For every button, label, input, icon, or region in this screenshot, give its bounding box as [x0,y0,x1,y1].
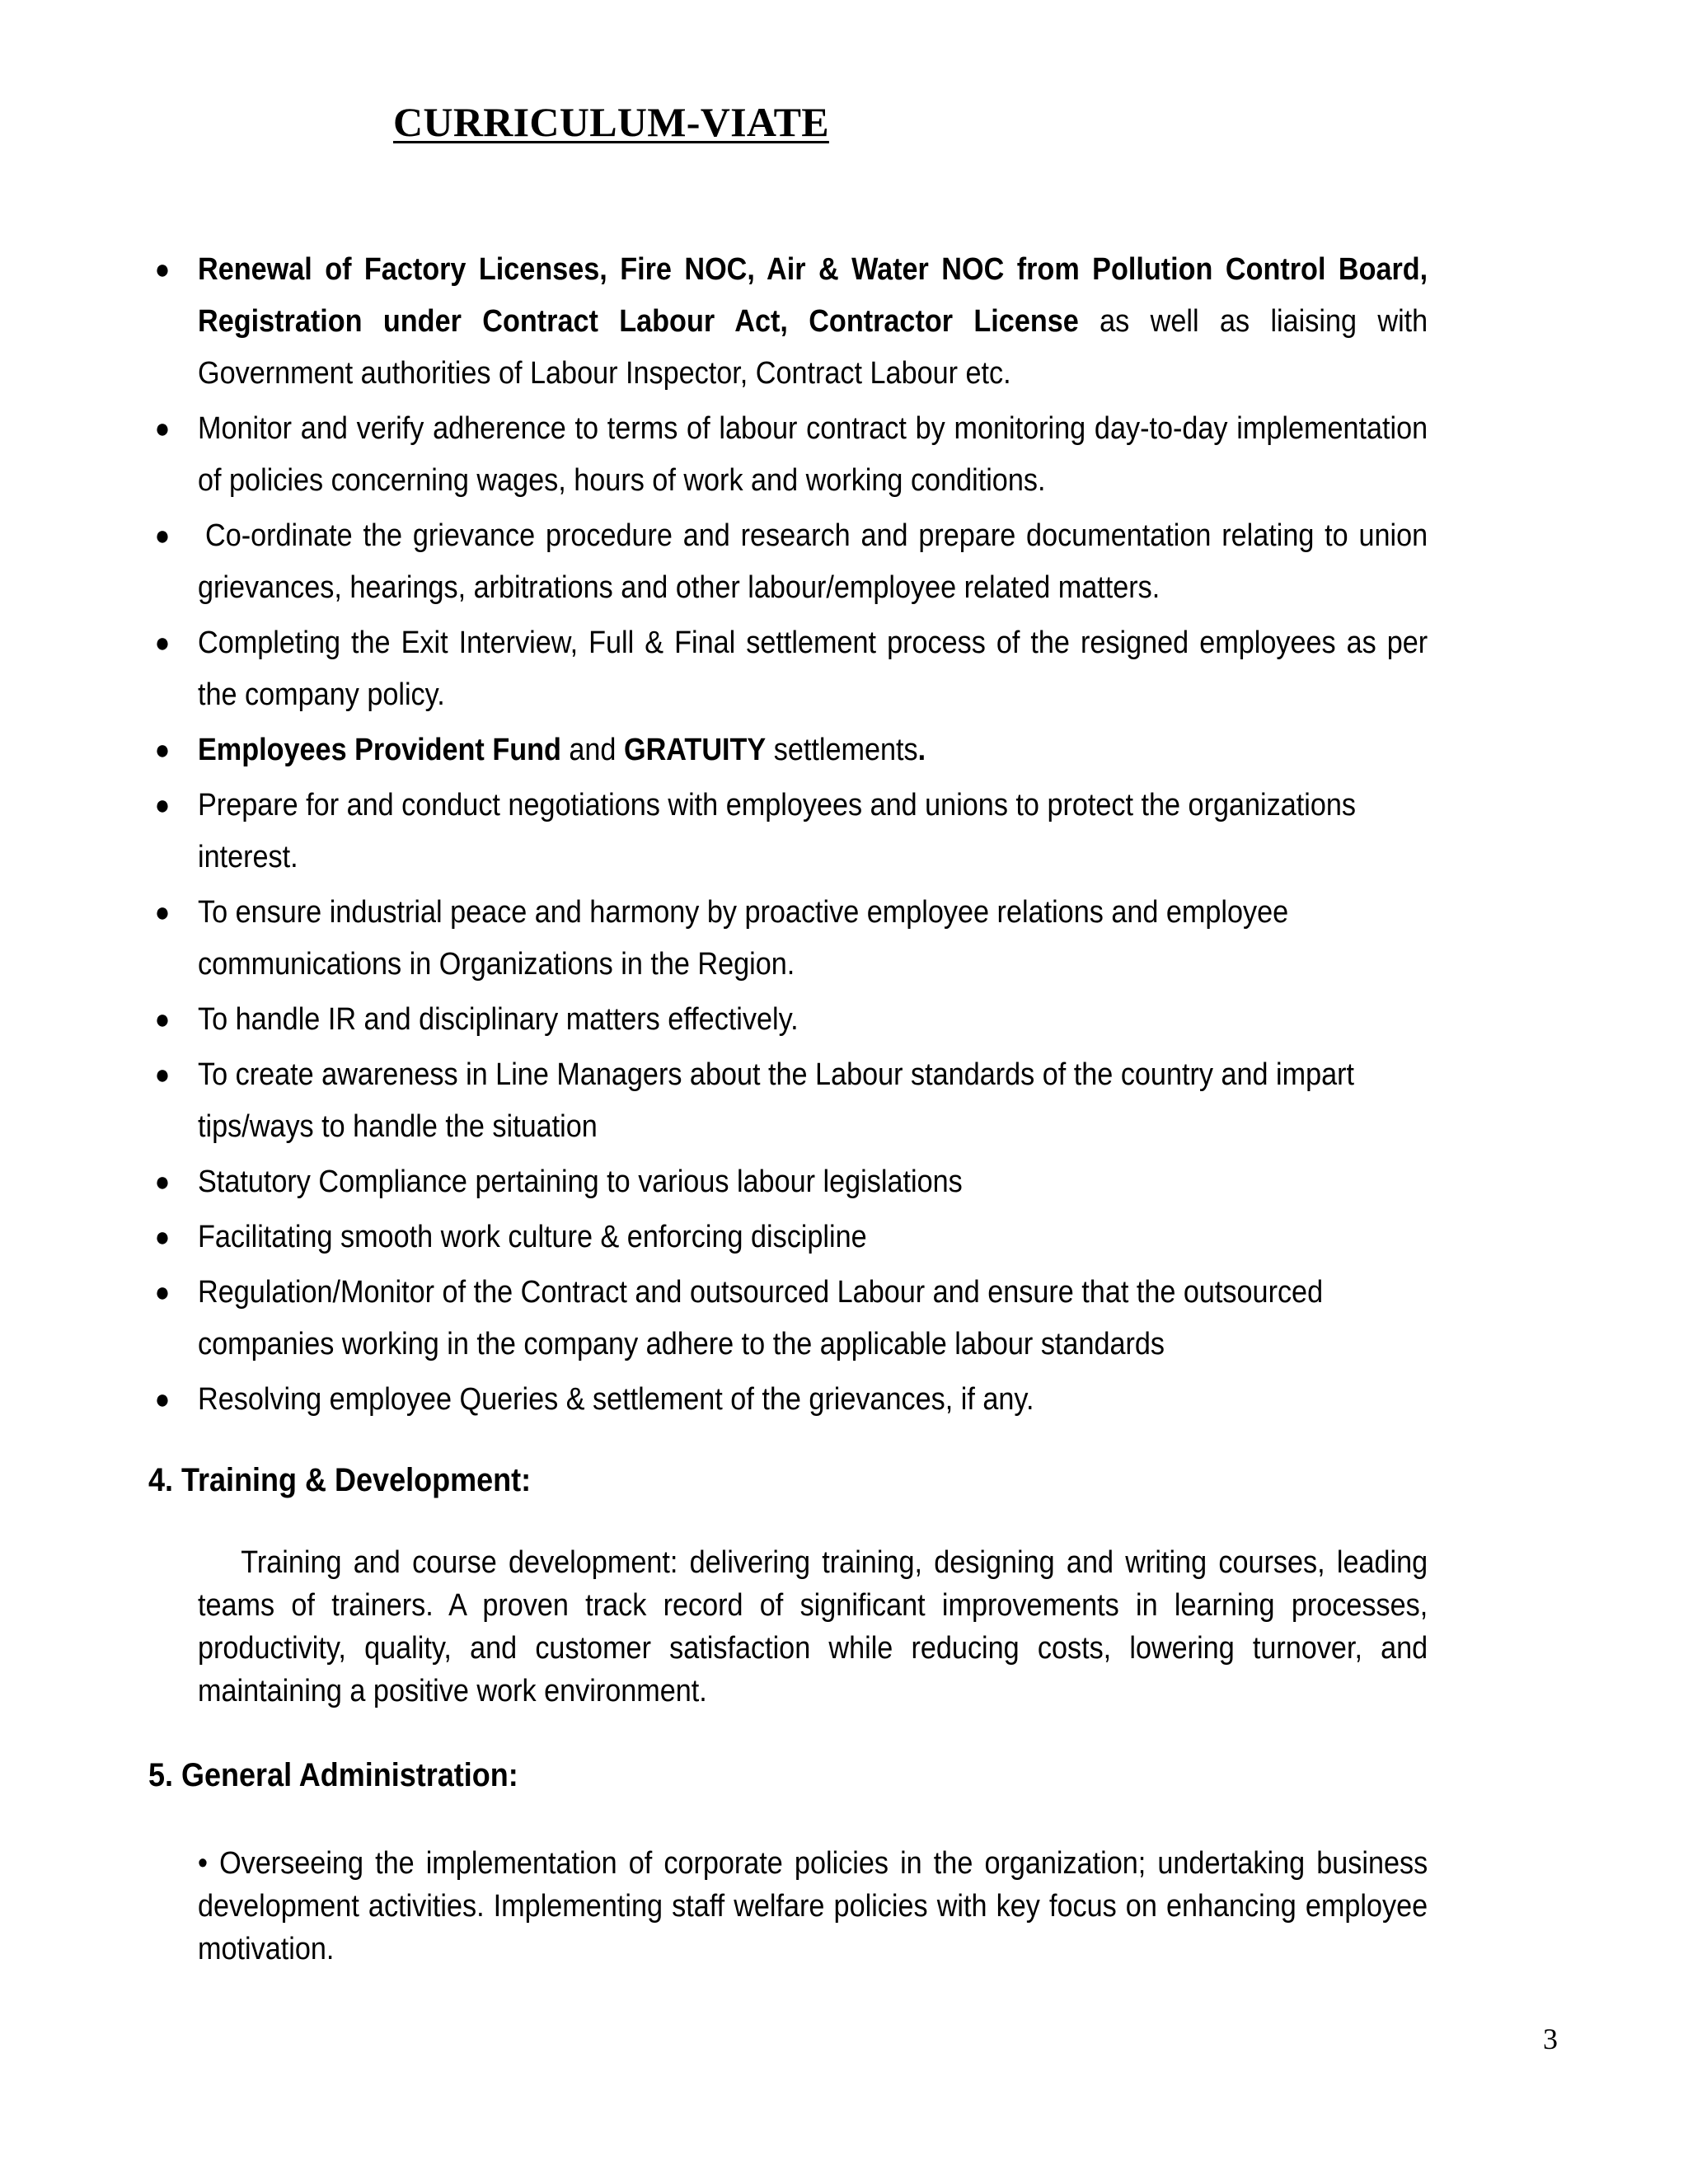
settlements-text: settlements [766,733,918,767]
bullet-icon: ● [154,1384,171,1415]
bullet-icon: ● [154,627,171,658]
bullet-icon: ● [154,413,171,444]
list-item [154,244,1428,400]
list-item [154,1212,1428,1263]
list-item-text: Prepare for and conduct negotiations with employees and unions to protect the organizations interest. [198,788,1356,874]
bullet-icon: ● [154,254,171,285]
conjunction-text: and [560,733,624,767]
list-item [154,1374,1428,1426]
page-title: CURRICULUM-VIATE [393,99,829,145]
administration-heading: 5. General Administration: [148,1757,518,1793]
list-item-text: Facilitating smooth work culture & enforcing discipline [198,1220,867,1254]
bullet-icon: ● [154,1059,171,1090]
bullet-icon: ● [154,1277,171,1308]
bullet-icon: ● [154,1221,171,1253]
period-text: . [917,733,926,767]
list-item [154,724,1428,776]
list-item [154,1156,1428,1208]
list-item-text: To ensure industrial peace and harmony by proactive employee relations and employee communications in Organizations in the Region. [198,895,1289,982]
list-item [154,510,1428,614]
bullet-icon: ● [154,1004,171,1035]
list-item-text: Resolving employee Queries & settlement of the grievances, if any. [198,1382,1034,1417]
list-item-text: Statutory Compliance pertaining to various labour legislations [198,1165,963,1199]
list-item-text: To handle IR and disciplinary matters effectively. [198,1002,799,1037]
provident-fund-text: Employees Provident Fund [198,733,561,767]
list-item-text: Monitor and verify adherence to terms of labour contract by monitoring day-to-day implementation of policies concerning wages, hours of work and working conditions. [198,411,1428,498]
list-item-text: Completing the Exit Interview, Full & Final settlement process of the resigned employees as per the company policy. [198,626,1428,712]
bullet-icon: ● [154,1166,171,1197]
bullet-icon: ● [154,734,171,766]
list-item-text: Co-ordinate the grievance procedure and research and prepare documentation relating to union grievances, hearings, arbitrations and other labour/employee related matters. [198,518,1428,605]
list-item-text: Regulation/Monitor of the Contract and outsourced Labour and ensure that the outsourced companies working in the company adhere to the applicable labour standards [198,1275,1324,1361]
list-item [154,994,1428,1046]
list-item [154,887,1428,991]
licenses-text: as well as liaising with Government authorities of Labour Inspector, Contract Labour etc. [198,304,1428,391]
gratuity-text: GRATUITY [623,733,767,767]
duties-list [0,244,1688,1429]
list-item [154,403,1428,507]
list-item-text: To create awareness in Line Managers about the Labour standards of the country and impart tips/ways to handle the situation [198,1057,1355,1144]
list-item [154,617,1428,721]
bullet-icon: ● [154,520,171,551]
administration-paragraph: • Overseeing the implementation of corporate policies in the organization; undertaking business development activities. Implementing staff welfare policies with key focus on enhancing employee motivation. [198,1846,1428,1966]
list-item [154,1049,1428,1153]
bullet-icon: ● [154,790,171,821]
licenses-bold-text: Renewal of Factory Licenses, Fire NOC, Air & Water NOC from Pollution Control Board, Registration under Contract Labour Act, Contractor License [198,252,1428,339]
list-item [154,1267,1428,1371]
page-number: 3 [1543,2022,1558,2055]
training-heading: 4. Training & Development: [148,1462,532,1498]
bullet-icon: ● [154,897,171,928]
list-item [154,780,1428,883]
training-paragraph: Training and course development: delivering training, designing and writing courses, leading teams of trainers. A proven track record of significant improvements in learning processes, productivity, quality, and customer satisfaction while reducing costs, lowering turnover, and maintaining a positive work environment. [198,1545,1428,1708]
